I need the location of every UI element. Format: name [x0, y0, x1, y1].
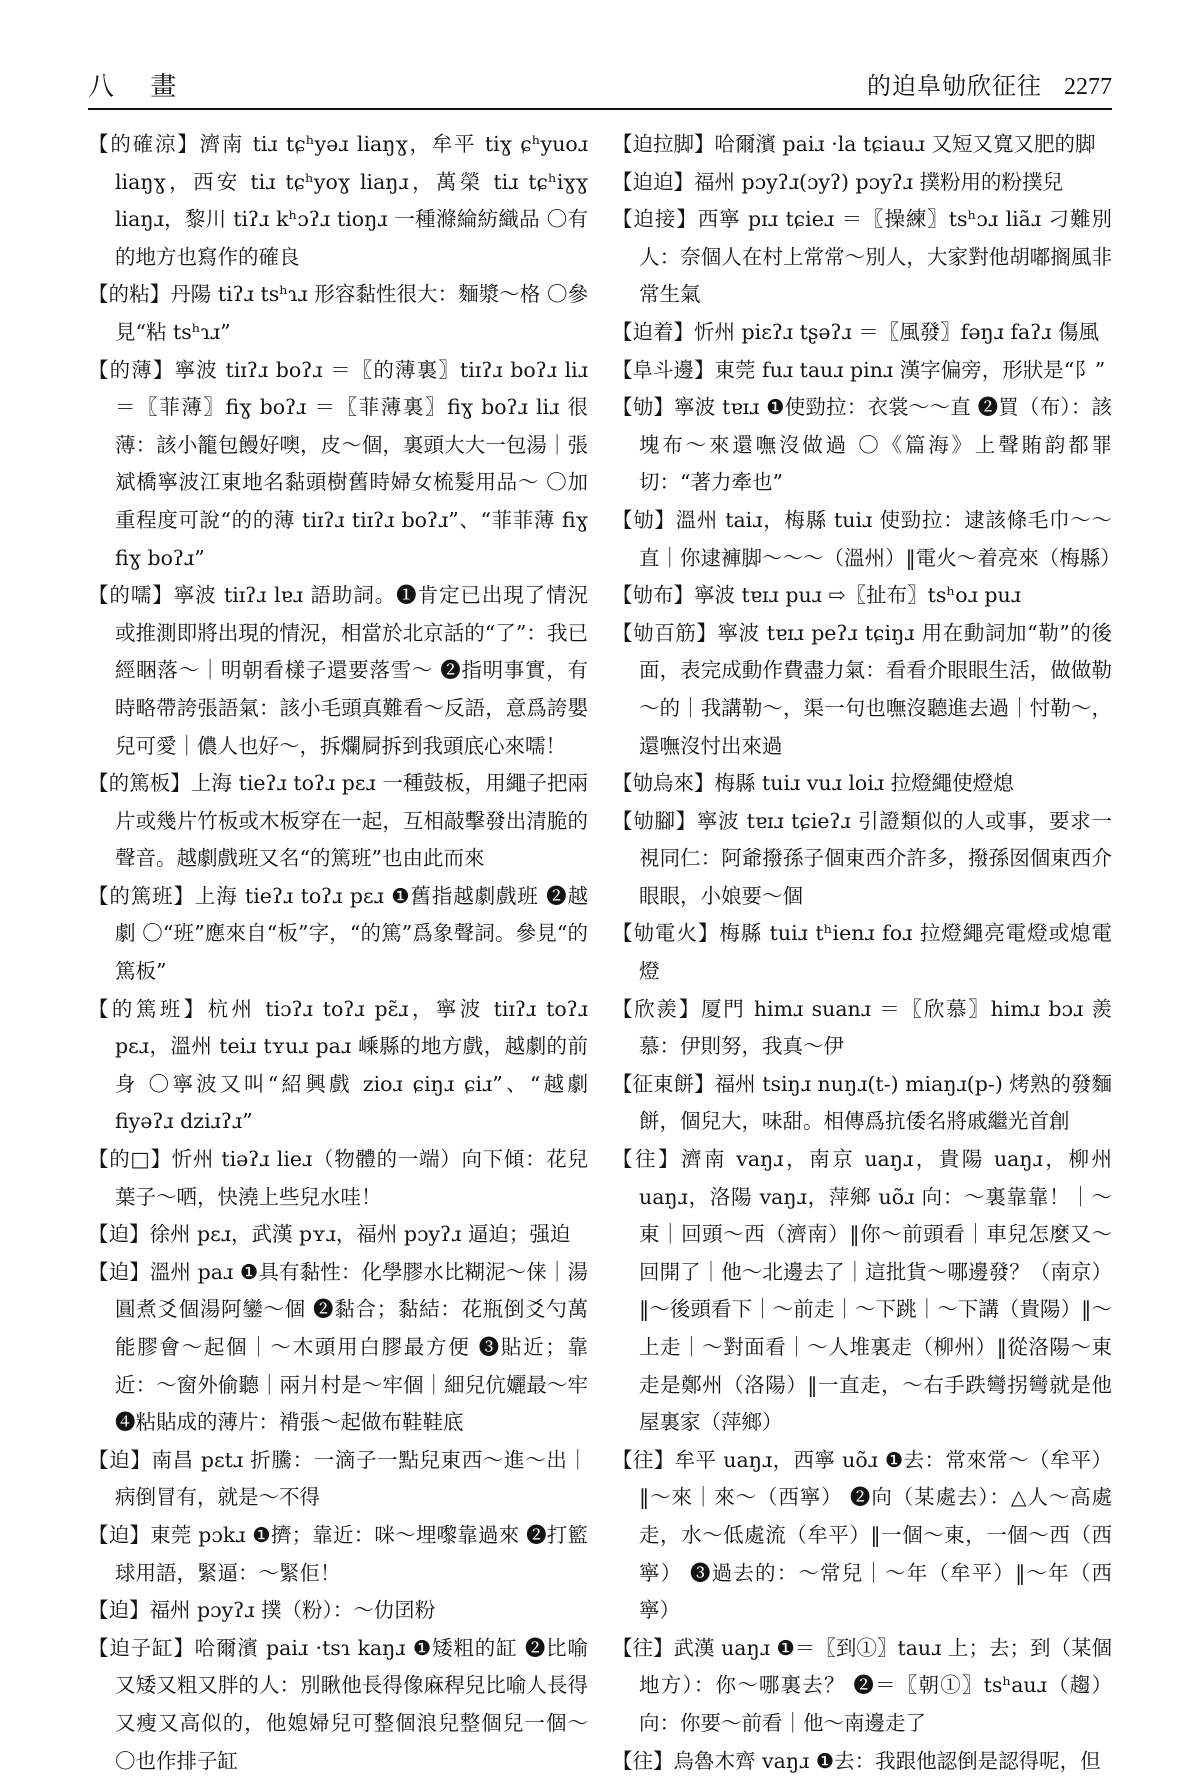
- entry-definition: 梅縣 tuiɹ tʰienɹ foɹ 拉燈繩亮電燈或熄電燈: [639, 921, 1112, 984]
- entry-definition: 寧波 tiɪʔɹ boʔɹ ＝〖的薄裏〗tiɪʔɹ boʔɹ liɹ ＝〖菲薄〗fiɣ boʔɹ ＝〖菲薄裏〗fiɣ boʔɹ liɹ 很薄：該小籠包饅好噢，皮～個，裏頭大大一包湯｜張斌橋寧波江東地名黏頭樹舊時婦女梳髮用品～ 〇加重程度可說“的的薄 tiɪʔɹ tiɪʔɹ boʔɹ”、“菲菲薄 fiɣ fiɣ boʔɹ”: [115, 357, 589, 570]
- entry-definition: 寧波 tɐɪɹ tɕieʔɹ 引證類似的人或事，要求一視同仁：阿爺撥孫子個東西介許多，撥孫囡個東西介眼眼，小娘要～個: [639, 808, 1112, 908]
- dictionary-entry: [612, 915, 1112, 990]
- entry-definition: 杭州 tiɔʔɹ toʔɹ pɛ̃ɹ，寧波 tiɪʔɹ toʔɹ pɛɹ，溫州 teiɹ tʏuɹ paɹ 嵊縣的地方戲，越劇的前身 〇寧波又叫“紹興戲 zioɹ ɕiŋɹ ɕiɹ”、“越劇 fiyəʔɹ dziɹʔɹ”: [115, 996, 588, 1134]
- dictionary-entry: [88, 1254, 588, 1442]
- entry-definition: 寧波 tɐɪɹ puɹ ⇨〖扯布〗tsʰoɹ puɹ: [694, 583, 1021, 608]
- entry-headword: 【迫接】: [612, 207, 698, 232]
- entry-definition: 徐州 pɛɹ，武漢 pʏɹ，福州 pɔyʔɹ 逼迫；强迫: [149, 1222, 571, 1247]
- entry-definition: 溫州 taiɹ，梅縣 tuiɹ 使勁拉：逮該條毛巾～～直｜你逮褲脚～～～（溫州）‖電火～着亮來（梅縣）: [639, 507, 1121, 570]
- page-header: [88, 62, 1112, 110]
- dictionary-entry: [612, 1442, 1112, 1630]
- entry-definition: 上海 tieʔɹ toʔɹ pɛɹ 一種鼓板，用繩子把兩片或幾片竹板或木板穿在一起，互相敲擊發出清脆的聲音。越劇戲班又名“的篤班”也由此而來: [115, 771, 589, 871]
- entry-definition: 南昌 pɛtɹ 折騰：一滴子一點兒東西～進～出｜病倒冒有，就是～不得: [115, 1447, 588, 1510]
- entry-definition: 濟南 tiɹ tɕʰyəɹ liaŋɣ，牟平 tiɣ ɕʰyuoɹ liaŋɣ，西安 tiɹ tɕʰyoɣ liaŋɹ，萬榮 tiɹ tɕʰiɣɣ liaŋɹ，黎川 tiʔɹ kʰɔʔɹ tioŋɹ 一種滌綸紡織品 〇有的地方也寫作的確良: [115, 132, 589, 269]
- entry-definition: 寧波 tiɪʔɹ lɐɹ 語助詞。❶肯定已出現了情況或推測即將出現的情況，相當於北京話的“了”：我已經睏落～｜明朝看樣子還要落雪～ ❷指明事實，有時略帶誇張語氣：該小毛頭真難看～反語，意爲誇嬰兒可愛｜儂人也好～，拆爛屙拆到我頭底心來嚅！: [115, 583, 589, 758]
- entry-definition: 濟南 vaŋɹ，南京 uaŋɹ，貴陽 uaŋɹ，柳州 uaŋɹ，洛陽 vaŋɹ，萍鄉 uõɹ 向：～裏靠靠！｜～東｜回頭～西（濟南）‖你～前頭看｜車兒怎麼又～回開了｜他～北邊去了｜這批貨～哪邊發？（南京）‖～後頭看下｜～前走｜～下跳｜～下講（貴陽）‖～上走｜～對面看｜～人堆裏走（柳州）‖從洛陽～東走是鄭州（洛陽）‖一直走，～右手跌彎拐彎就是他屋裏家（萍鄉）: [639, 1147, 1112, 1435]
- entry-headword: 【的粘】: [88, 282, 171, 307]
- entry-headword: 【的□】: [88, 1147, 172, 1172]
- dictionary-entry: [88, 1141, 588, 1216]
- entry-headword: 【劬百筋】: [612, 620, 718, 645]
- dictionary-entry: [612, 126, 1112, 164]
- right-column: [612, 126, 1121, 1773]
- dictionary-entry: [612, 765, 1112, 803]
- entry-headword: 【迫着】: [612, 319, 694, 344]
- entry-definition: 寧波 tɐɪɹ ❶使勁拉：衣裳～～直 ❷買（布）：該塊布～來還嘸沒做過 〇《篇海》上聲賄韵都罪切：“著力牽也”: [639, 395, 1113, 495]
- dictionary-body: [88, 126, 1121, 1773]
- entry-headword: 【迫】: [88, 1259, 150, 1284]
- entry-definition: 哈爾濱 paiɹ ·tsɿ kaŋɹ ❶矮粗的缸 ❷比喻又矮又粗又胖的人：別瞅他長得像麻稈兒比喻人長得又瘦又高似的，他媳婦兒可整個浪兒整個兒一個～ 〇也作排子缸: [115, 1635, 588, 1773]
- dictionary-entry: [88, 276, 588, 351]
- dictionary-entry: [612, 1630, 1112, 1743]
- entry-definition: 忻州 tiəʔɹ lieɹ（物體的一端）向下傾：花兒葉子～哂，快澆上些兒水哇！: [115, 1147, 589, 1209]
- entry-definition: 福州 pɔyʔɹ 撲（粉）：～仂囝粉: [149, 1598, 436, 1623]
- dictionary-entry: [88, 1592, 588, 1630]
- entry-headword: 【劬腳】: [612, 808, 697, 833]
- entry-definition: 武漢 uaŋɹ ❶＝〖到①〗tauɹ 上；去；到（某個地方）：你～哪裏去？ ❷＝〖朝①〗tsʰauɹ（趨）向：你要～前看｜他～南邊走了: [639, 1635, 1113, 1735]
- dictionary-entry: [88, 1442, 588, 1517]
- entry-headword: 【往】: [612, 1635, 674, 1660]
- dictionary-entry: [612, 164, 1112, 202]
- dictionary-entry: [612, 201, 1112, 314]
- entry-headword: 【的篤班】: [88, 883, 195, 908]
- dictionary-entry: [88, 126, 588, 276]
- entry-definition: 福州 tsiŋɹ nuŋɹ(t-) miaŋɹ(p-) 烤熟的發麵餅，個兒大，味甜。相傳爲抗倭名將戚繼光首創: [639, 1071, 1112, 1134]
- dictionary-entry: [612, 577, 1112, 615]
- dictionary-entry: [88, 1630, 588, 1780]
- entry-headword: 【迫子缸】: [88, 1635, 195, 1660]
- dictionary-entry: [612, 991, 1112, 1066]
- entry-headword: 【的篤板】: [88, 771, 191, 796]
- entry-headword: 【迫拉脚】: [612, 132, 715, 156]
- entry-definition: 寧波 tɐɪɹ peʔɹ tɕiŋɹ 用在動詞加“勒”的後面，表完成動作費盡力氣：看看介眼眼生活，做做勒～的｜我講勒～，渠一句也嘸沒聽進去過｜忖勒～，還嘸沒忖出來過: [639, 620, 1113, 758]
- dictionary-entry: [88, 991, 588, 1141]
- dictionary-entry: [612, 1066, 1112, 1141]
- entry-definition: 西寧 pɪɹ tɕieɹ ＝〖操練〗tsʰɔɹ liãɹ 刁難別人：奈個人在村上常常～別人，大家對他胡嘟搁風非常生氣: [639, 207, 1112, 307]
- dictionary-entry: [88, 878, 588, 991]
- entry-headword: 【劬】: [612, 507, 676, 532]
- entry-definition: 梅縣 tuiɹ vuɹ loiɹ 拉燈繩使燈熄: [714, 771, 1014, 796]
- dictionary-entry: [88, 577, 588, 765]
- entry-headword: 【欣羨】: [612, 996, 702, 1021]
- dictionary-entry: [88, 765, 588, 878]
- entry-headword: 【的篤班】: [88, 996, 208, 1021]
- page-number: 2277: [1064, 74, 1112, 100]
- entry-headword: 【迫】: [88, 1222, 150, 1247]
- entry-definition: 東莞 fuɹ tauɹ pinɹ 漢字偏旁，形狀是“阝”: [714, 357, 1106, 382]
- entry-definition: 東莞 pɔkɹ ❶擠；靠近：咪～埋嚟靠過來 ❷打籃球用語，緊逼：～緊佢！: [115, 1522, 588, 1585]
- dictionary-entry: [88, 1517, 588, 1592]
- entry-definition: 忻州 piɛʔɹ tʂəʔɹ ＝〖風發〗fəŋɹ faʔɹ 傷風: [694, 319, 1100, 344]
- entry-headword: 【劬】: [612, 395, 675, 420]
- entry-definition: 哈爾濱 paiɹ ·la tɕiauɹ 又短又寬又肥的脚: [714, 132, 1096, 156]
- page-keywords-block: [867, 66, 1112, 101]
- dictionary-entry: [612, 615, 1112, 765]
- entry-headword: 【劬布】: [612, 583, 694, 608]
- entry-headword: 【往】: [612, 1147, 682, 1172]
- dictionary-entry: [612, 1743, 1112, 1780]
- dictionary-entry: [612, 389, 1112, 502]
- dictionary-entry: [88, 1216, 588, 1254]
- entry-headword: 【往】: [612, 1447, 675, 1472]
- dictionary-entry: [612, 1141, 1112, 1442]
- entry-headword: 【征東餅】: [612, 1071, 715, 1096]
- entry-headword: 【迫迫】: [612, 169, 694, 194]
- entry-headword: 【的薄】: [88, 357, 175, 382]
- entry-definition: 厦門 himɹ suanɹ ＝〖欣慕〗himɹ bɔɹ 羨慕：伊則努，我真～伊: [639, 996, 1112, 1059]
- left-column: [88, 126, 589, 1773]
- entry-definition: 烏魯木齊 vaŋɹ ❶去：我跟他認倒是認得呢，但: [673, 1748, 1101, 1773]
- dictionary-entry: [88, 352, 588, 578]
- entry-headword: 【迫】: [88, 1598, 150, 1623]
- entry-headword: 【的確涼】: [88, 132, 200, 156]
- entry-headword: 【迫】: [88, 1522, 151, 1547]
- dictionary-entry: [612, 502, 1121, 577]
- entry-definition: 溫州 paɹ ❶具有黏性：化學膠水比糊泥～俫｜湯圓煮爻個湯阿鑾～個 ❷黏合；黏結：花瓶倒爻勺萬能膠會～起個｜～木頭用白膠最方便 ❸貼近；靠近：～窗外偷聽｜兩爿村是～牢個｜細兒伉孋最～牢 ❹粘貼成的薄片：褙張～起做布鞋鞋底: [115, 1259, 588, 1435]
- entry-headword: 【的嚅】: [88, 583, 174, 608]
- entry-definition: 上海 tieʔɹ toʔɹ pɛɹ ❶舊指越劇戲班 ❷越劇 〇“班”應來自“板”字，“的篤”爲象聲詞。參見“的篤板”: [115, 883, 588, 984]
- dictionary-entry: [612, 803, 1112, 916]
- entry-headword: 【劬烏來】: [612, 771, 715, 796]
- entry-headword: 【劬電火】: [612, 921, 720, 946]
- page-keywords: 的迫阜劬欣征往: [867, 72, 1042, 100]
- entry-headword: 【迫】: [88, 1447, 152, 1472]
- entry-headword: 【阜斗邊】: [612, 357, 715, 382]
- entry-definition: 福州 pɔyʔɹ(ɔyʔ) pɔyʔɹ 撲粉用的粉撲兒: [694, 169, 1063, 194]
- section-title: 八 畫: [88, 72, 191, 102]
- dictionary-entry: [612, 352, 1112, 390]
- dictionary-entry: [612, 314, 1112, 352]
- entry-definition: 牟平 uaŋɹ，西寧 uõɹ ❶去：常來常～（牟平）‖～來｜來～（西寧） ❷向（某處去）：△人～高處走，水～低處流（牟平）‖一個～東，一個～西（西寧） ❸過去的：～常兒｜～年（牟平）‖～年（西寧）: [639, 1447, 1112, 1623]
- entry-headword: 【往】: [612, 1748, 674, 1773]
- entry-definition: 丹陽 tiʔɹ tsʰɿɹ 形容黏性很大：麵漿～格 〇參見“粘 tsʰɿɹ”: [115, 282, 588, 344]
